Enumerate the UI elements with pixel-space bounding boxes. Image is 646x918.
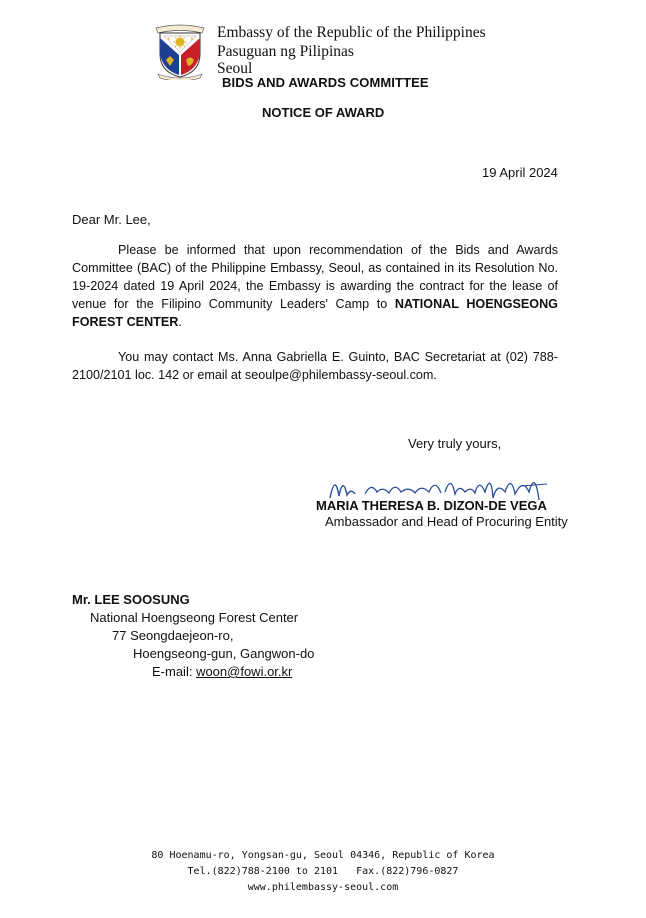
signatory-name: MARIA THERESA B. DIZON-DE VEGA bbox=[316, 498, 547, 513]
body-paragraph-1 bbox=[72, 241, 558, 331]
email-label: E-mail: bbox=[152, 664, 197, 679]
addressee-organization: National Hoengseong Forest Center bbox=[90, 610, 299, 625]
letterhead-line-embassy: Embassy of the Republic of the Philippines bbox=[217, 24, 486, 41]
footer-address: 80 Hoenamu-ro, Yongsan-gu, Seoul 04346, Republic of Korea bbox=[151, 850, 495, 861]
notice-title: NOTICE OF AWARD bbox=[262, 105, 385, 120]
addressee-city: Hoengseong-gun, Gangwon-do bbox=[133, 646, 315, 661]
letterhead-line-pasuguan: Pasuguan ng Pilipinas bbox=[217, 43, 354, 60]
paragraph-1-text: Please be informed that upon recommendation of the Bids and Awards Committee (BAC) of the Philippine Embassy, Seoul, as contained in its Resolution No. 19-2024 dated 19 April 2024, the Embassy is awarding the contract for the lease of venue for the Filipino Community Leaders' Camp to bbox=[72, 243, 558, 311]
addressee-name: Mr. LEE SOOSUNG bbox=[72, 592, 190, 607]
coat-of-arms-icon bbox=[150, 20, 210, 80]
letterhead-line-city: Seoul bbox=[217, 60, 253, 77]
complimentary-close: Very truly yours, bbox=[408, 436, 502, 451]
signatory-title: Ambassador and Head of Procuring Entity bbox=[325, 514, 568, 529]
committee-heading: BIDS AND AWARDS COMMITTEE bbox=[222, 75, 429, 90]
addressee-email-line bbox=[152, 664, 292, 679]
letter-date: 19 April 2024 bbox=[482, 165, 558, 180]
footer-phone: Tel.(822)788-2100 to 2101 Fax.(822)796-0827 bbox=[187, 866, 459, 877]
addressee-email-link[interactable]: woon@fowi.or.kr bbox=[196, 664, 293, 679]
paragraph-1-end: . bbox=[178, 315, 182, 329]
body-paragraph-2: You may contact Ms. Anna Gabriella E. Guinto, BAC Secretariat at (02) 788-2100/2101 loc. 142 or email at seoulpe@philembassy-seoul.com. bbox=[72, 350, 558, 382]
footer-website[interactable]: www.philembassy-seoul.com bbox=[247, 882, 399, 893]
salutation: Dear Mr. Lee, bbox=[72, 212, 151, 227]
awardee-name: NATIONAL HOENGSEONG FOREST CENTER bbox=[72, 297, 558, 329]
svg-text:★: ★ bbox=[190, 36, 194, 41]
svg-text:★: ★ bbox=[167, 36, 171, 41]
addressee-street: 77 Seongdaejeon-ro, bbox=[112, 628, 234, 643]
